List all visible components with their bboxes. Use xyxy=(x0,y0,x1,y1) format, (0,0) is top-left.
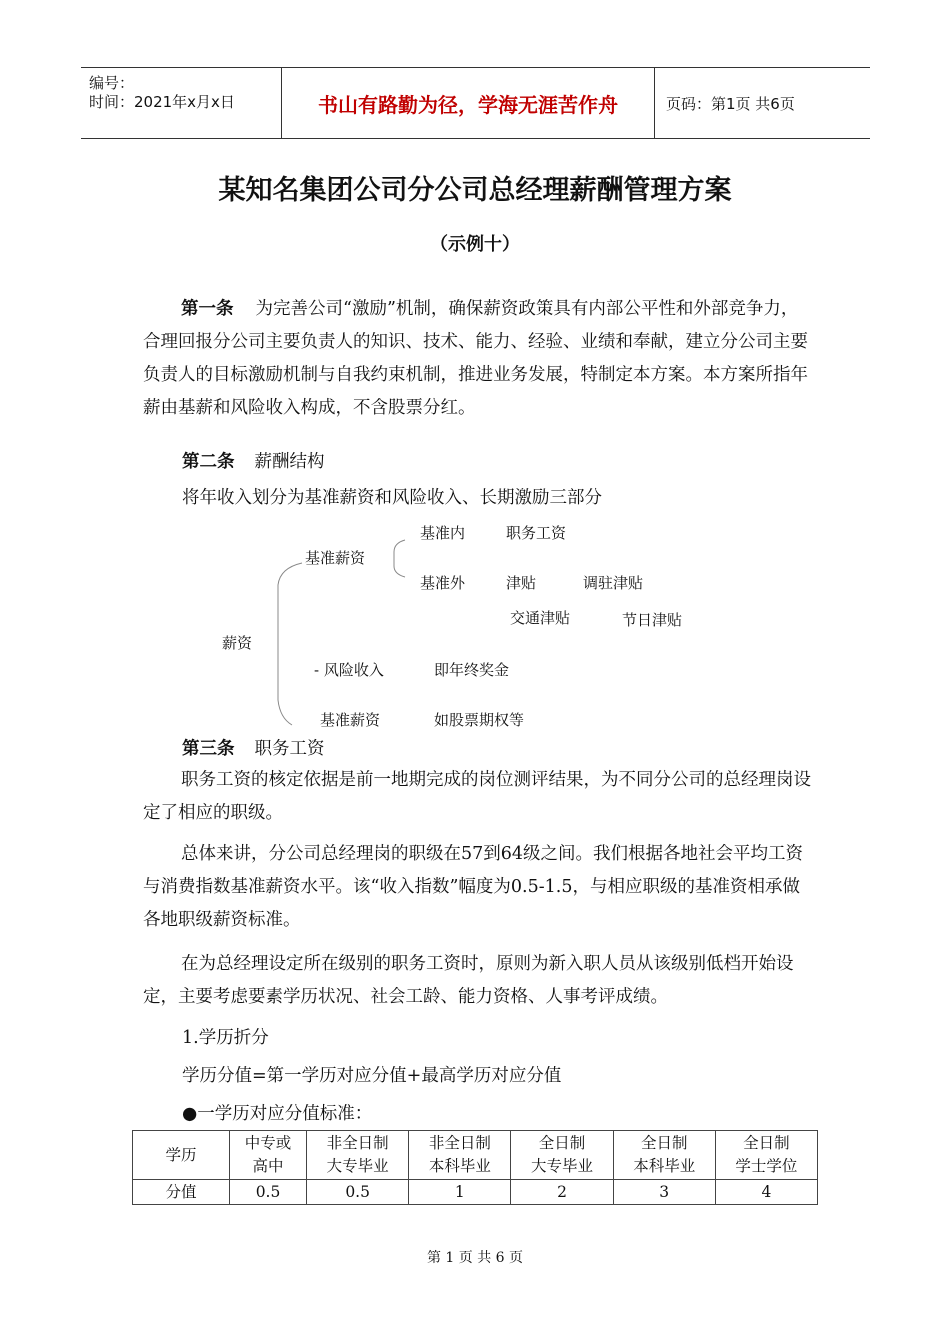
tree-inner: 基准内 xyxy=(420,524,466,542)
article-3-title: 职务工资 xyxy=(254,739,325,759)
header-line: 高中 xyxy=(252,1157,284,1175)
table-header-cell xyxy=(230,1131,307,1180)
header-line: 非全日制 xyxy=(326,1134,389,1152)
table-row-label: 学历 xyxy=(133,1131,230,1180)
page-footer: 第 1 页 共 6 页 xyxy=(426,1250,524,1266)
header-line: 全日制 xyxy=(640,1134,688,1152)
header-line: 本科毕业 xyxy=(428,1157,491,1175)
education-formula: 学历分值=第一学历对应分值+最高学历对应分值 xyxy=(182,1066,562,1086)
header-line: 全日制 xyxy=(743,1134,790,1152)
table-cell: 1 xyxy=(409,1180,511,1205)
tree-holiday-allowance: 节日津贴 xyxy=(622,611,683,629)
table-header-cell xyxy=(715,1131,817,1180)
page-header xyxy=(81,67,870,139)
article-3-paragraph-1: 职务工资的核定依据是前一地期完成的岗位测评结果，为不同分公司的总经理岗设定了相应的职级。 xyxy=(143,770,811,823)
document-subtitle: （示例十） xyxy=(430,234,520,255)
table-score-label: 分值 xyxy=(133,1180,230,1205)
document-date: 时间：2021年x月x日 xyxy=(89,93,235,111)
education-item-heading: 1.学历折分 xyxy=(182,1028,269,1048)
tree-base-salary: 基准薪资 xyxy=(305,549,366,567)
table-header-cell xyxy=(511,1131,613,1180)
tree-year-end-bonus: 即年终奖金 xyxy=(434,661,510,679)
article-1 xyxy=(143,293,813,425)
tree-risk-income: - 风险收入 xyxy=(314,661,384,679)
document-number: 编号： xyxy=(89,74,135,92)
tree-stock-options: 如股票期权等 xyxy=(434,711,525,729)
table-row xyxy=(133,1180,818,1205)
header-meta xyxy=(81,68,281,138)
table-row xyxy=(133,1131,818,1180)
table-cell: 2 xyxy=(511,1180,613,1205)
table-header-cell xyxy=(613,1131,715,1180)
header-line: 本科毕业 xyxy=(633,1157,696,1175)
tree-allowance: 津贴 xyxy=(506,574,537,592)
table-cell: 0.5 xyxy=(230,1180,307,1205)
article-1-text: 为完善公司“激励”机制，确保薪资政策具有内部公平性和外部竞争力，合理回报分公司主要负责人的知识、技术、能力、经验、业绩和奉献，建立分公司主要负责人的目标激励机制与自我约束机制，推进业务发展，特制定本方案。本方案所指年薪由基薪和风险收入构成，不含股票分红。 xyxy=(143,299,808,418)
tree-root: 薪资 xyxy=(222,634,253,652)
education-standard-label: ●一学历对应分值标准： xyxy=(182,1104,373,1124)
article-3-paragraph-2: 总体来讲，分公司总经理岗的职级在57到64级之间。我们根据各地社会平均工资与消费指数基准薪资水平。该“收入指数”幅度为0.5-1.5，与相应职级的基准资相承做各地职级薪资标准。 xyxy=(143,844,804,930)
article-2-intro: 将年收入划分为基准薪资和风险收入、长期激励三部分 xyxy=(182,488,602,508)
tree-outer: 基准外 xyxy=(420,574,466,592)
table-cell: 4 xyxy=(715,1180,817,1205)
article-3-paragraph-3: 在为总经理设定所在级别的职务工资时，原则为新入职人员从该级别低档开始设定，主要考虑要素学历状况、社会工龄、能力资格、人事考评成绩。 xyxy=(143,954,794,1007)
header-line: 中专或 xyxy=(244,1134,292,1152)
article-2-heading-line xyxy=(182,448,325,473)
article-3-heading-line xyxy=(182,735,325,760)
header-line: 大专毕业 xyxy=(326,1157,389,1175)
table-header-cell xyxy=(409,1131,511,1180)
table-cell: 0.5 xyxy=(307,1180,409,1205)
article-3-heading: 第三条 xyxy=(182,739,235,759)
article-2-heading: 第二条 xyxy=(182,452,235,472)
table-cell: 3 xyxy=(613,1180,715,1205)
header-line: 大专毕业 xyxy=(531,1157,594,1175)
education-score-table xyxy=(132,1130,818,1205)
header-line: 学士学位 xyxy=(735,1157,798,1175)
table-header-cell xyxy=(307,1131,409,1180)
document-title: 某知名集团公司分公司总经理薪酬管理方案 xyxy=(218,175,732,206)
tree-station-allowance: 调驻津贴 xyxy=(583,574,644,592)
article-1-heading: 第一条 xyxy=(181,299,234,319)
header-page-info: 页码：第1页 共6页 xyxy=(666,94,795,113)
tree-position-wage: 职务工资 xyxy=(506,524,567,542)
tree-transport-allowance: 交通津贴 xyxy=(510,609,571,627)
header-motto: 书山有路勤为径，学海无涯苦作舟 xyxy=(281,68,655,138)
header-line: 非全日制 xyxy=(428,1134,491,1152)
header-line: 全日制 xyxy=(538,1134,586,1152)
article-2-title: 薪酬结构 xyxy=(254,452,325,472)
tree-base-salary-2: 基准薪资 xyxy=(320,711,381,729)
